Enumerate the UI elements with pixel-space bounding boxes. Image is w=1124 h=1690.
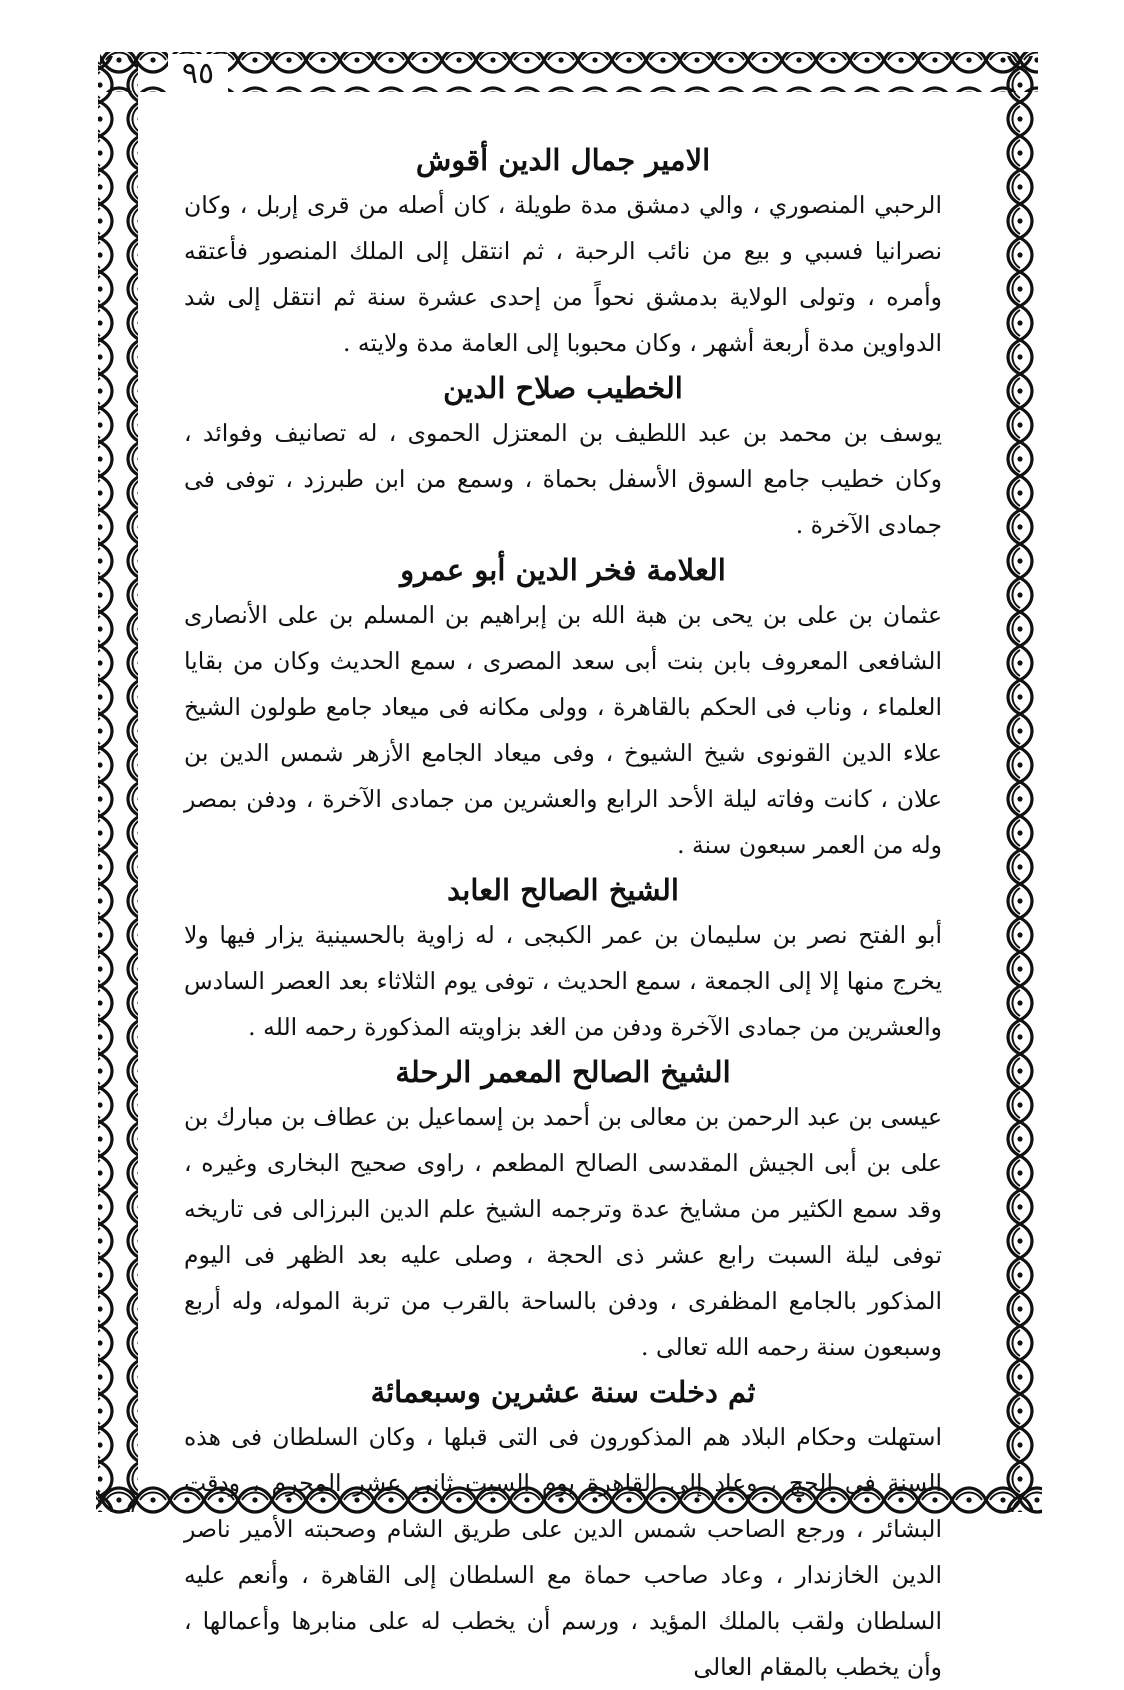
section-paragraph: أبو الفتح نصر بن سليمان بن عمر الكبجى ، له زاوية بالحسينية يزار فيها ولا يخرج منها إلا إلى الجمعة ، سمع الحديث ، توفى يوم الثلاثاء بعد العصر السادس والعشرين من جمادى الآخرة ودفن من الغد بزاويته المذكورة رحمه الله . <box>184 921 942 1041</box>
page-body <box>184 138 942 1690</box>
section-paragraph: عثمان بن على بن يحى بن هبة الله بن إبراهيم بن المسلم بن على الأنصارى الشافعى المعروف بابن بنت أبى سعد المصرى ، سمع الحديث وكان من بقايا العلماء ، وناب فى الحكم بالقاهرة ، وولى مكانه فى ميعاد جامع طولون الشيخ علاء الدين القونوى شيخ الشيوخ ، وفى ميعاد الجامع الأزهر شمس الدين بن علان ، كانت وفاته ليلة الأحد الرابع والعشرين من جمادى الآخرة ، ودفن بمصر وله من العمر سبعون سنة . <box>184 601 942 859</box>
section-heading: العلامة فخر الدين أبو عمرو <box>400 553 726 587</box>
page-number: ٩٥ <box>168 54 228 94</box>
section-paragraph: استهلت وحكام البلاد هم المذكورون فى التى قبلها ، وكان السلطان فى هذه السنة فى الحج ، وعاد إلى القاهرة يوم السبت ثانى عشر المحرم ، ودقت البشائر ، ورجع الصاحب شمس الدين على طريق الشام وصحبته الأمير ناصر الدين الخازندار ، وعاد صاحب حماة مع السلطان إلى القاهرة ، وأنعم عليه السلطان ولقب بالملك المؤيد ، ورسم أن يخطب له على منابرها وأعمالها ، وأن يخطب بالمقام العالى <box>184 1423 942 1681</box>
section-paragraph: عيسى بن عبد الرحمن بن معالى بن أحمد بن إسماعيل بن عطاف بن مبارك بن على بن أبى الجيش المقدسى الصالح المطعم ، راوى صحيح البخارى وغيره ، وقد سمع الكثير من مشايخ عدة وترجمه الشيخ علم الدين البرزالى فى تاريخه توفى ليلة السبت رابع عشر ذى الحجة ، وصلى عليه بعد الظهر فى اليوم المذكور بالجامع المظفرى ، ودفن بالساحة بالقرب من تربة الموله، وله أربع وسبعون سنة رحمه الله تعالى . <box>184 1103 942 1361</box>
section-heading: الشيخ الصالح العابد <box>447 873 679 907</box>
section-paragraph: الرحبي المنصوري ، والي دمشق مدة طويلة ، كان أصله من قرى إربل ، وكان نصرانيا فسبي و بيع من نائب الرحبة ، ثم انتقل إلى الملك المنصور فأعتقه وأمره ، وتولى الولاية بدمشق نحواً من إحدى عشرة سنة ثم انتقل إلى شد الدواوين مدة أربعة أشهر ، وكان محبوبا إلى العامة مدة ولايته . <box>184 191 942 357</box>
section-paragraph: يوسف بن محمد بن عبد اللطيف بن المعتزل الحموى ، له تصانيف وفوائد ، وكان خطيب جامع السوق الأسفل بحماة ، وسمع من ابن طبرزد ، توفى فى جمادى الآخرة . <box>184 419 942 539</box>
year-heading: ثم دخلت سنة عشرين وسبعمائة <box>370 1375 756 1409</box>
section-heading: الامير جمال الدين أقوش <box>415 143 711 177</box>
section-heading: الخطيب صلاح الدين <box>443 371 683 405</box>
section-heading: الشيخ الصالح المعمر الرحلة <box>395 1055 731 1089</box>
